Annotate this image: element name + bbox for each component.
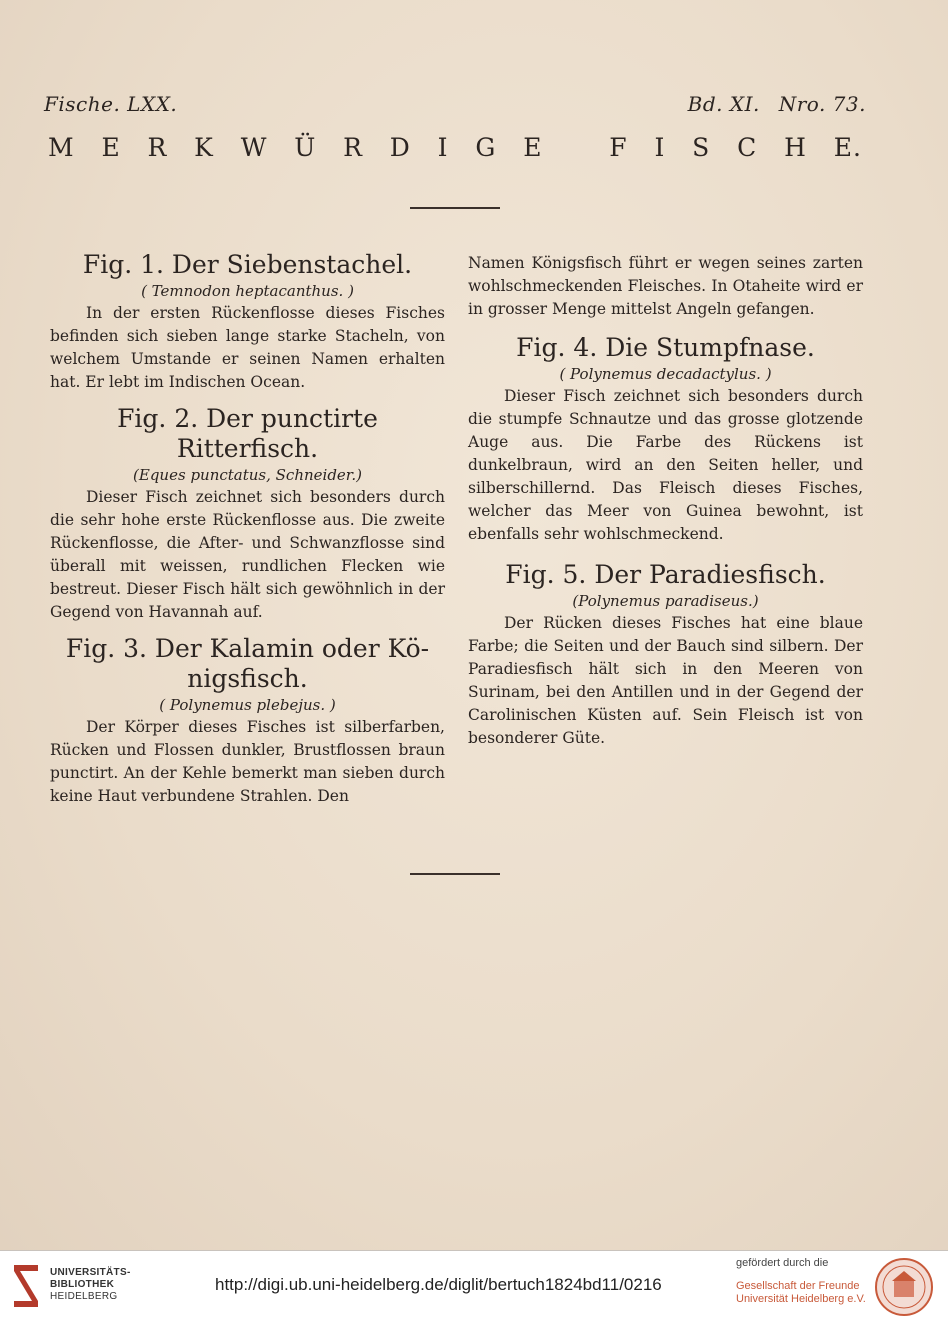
title-letter: G <box>475 133 497 162</box>
fig4-latin-name: ( Polynemus decadactylus. ) <box>559 365 772 383</box>
digitization-footer <box>0 1250 948 1321</box>
title-letter: E. <box>833 133 862 162</box>
fig1-text: In der ersten Rückenflosse dieses Fisches befinden sich sieben lange starke Stacheln, von welchem Umstande er seinen Namen erhalten hat. Er lebt im Indischen Ocean. <box>50 304 445 391</box>
fig5-text: Der Rücken dieses Fisches hat eine blaue Farbe; die Seiten und der Bauch sind silbern. Der Paradiesfisch hält sich in den Meeren von Surinam, bei den Antillen und in der Gegend der Carolinischen Küsten auf. Sein Fleisch ist von besonderer Güte. <box>468 614 863 747</box>
sponsor-name-line: Gesellschaft der Freunde <box>736 1280 860 1292</box>
fig3-heading-line2: nigsfisch. <box>187 664 308 693</box>
society-seal-icon <box>874 1257 934 1317</box>
fig4-heading: Fig. 4. Die Stumpfnase. <box>516 333 815 362</box>
header-volume: Bd. XI. <box>687 92 760 116</box>
title-letter: Ü <box>294 133 317 162</box>
title-rule <box>410 207 500 209</box>
fig4-text: Dieser Fisch zeichnet sich besonders durch die stumpfe Schnautze und das grosse glotzende Auge aus. Die Farbe des Rückens ist dunkelbraun, wird an den Seiten heller, und silberschillernd. Das Fleisch dieses Fisches, welcher das Meer von Guinea bewohnt, ist ebenfalls sehr wohlschmeckend. <box>468 387 863 543</box>
fig1-latin-name: ( Temnodon heptacanthus. ) <box>141 282 354 300</box>
fig1-heading: Fig. 1. Der Siebenstachel. <box>82 250 413 279</box>
title-letter: C <box>737 133 758 162</box>
title-letter: F <box>609 133 628 162</box>
fig5-heading: Fig. 5. Der Paradiesfisch. <box>505 560 826 589</box>
university-library-logo-icon <box>10 1261 42 1311</box>
title-letter: E <box>101 133 121 162</box>
running-header <box>44 92 866 116</box>
fig2-heading: Fig. 2. Der punctirte Ritterfisch. <box>117 404 378 463</box>
title-letter: S <box>692 133 711 162</box>
title-letter: D <box>389 133 411 162</box>
end-rule <box>410 873 500 875</box>
library-name-line: HEIDELBERG <box>50 1291 118 1302</box>
title-letter: H <box>784 133 807 162</box>
page-title <box>48 133 862 162</box>
left-column <box>50 250 445 808</box>
sponsor-intro: gefördert durch die <box>736 1257 829 1269</box>
permalink[interactable]: http://digi.ub.uni-heidelberg.de/diglit/bertuch1824bd11/0216 <box>215 1275 662 1294</box>
title-letter: E <box>523 133 543 162</box>
title-letter: K <box>194 133 214 162</box>
right-column <box>468 252 863 750</box>
title-letter: R <box>343 133 363 162</box>
title-letter: R <box>147 133 168 162</box>
title-letter: M <box>48 133 75 162</box>
sponsor-name-line: Universität Heidelberg e.V. <box>736 1293 866 1305</box>
title-letter: I <box>654 133 666 162</box>
fig3-heading-line1: Fig. 3. Der Kalamin oder Kö- <box>65 634 430 663</box>
library-name <box>50 1267 131 1303</box>
fig3-continuation: Namen Königsfisch führt er wegen seines zarten wohlschmeckenden Fleisches. In Otaheite wird er in grosser Menge mittelst Angeln gefangen. <box>468 254 863 318</box>
library-name-line: BIBLIOTHEK <box>50 1279 115 1290</box>
header-left: Fische. LXX. <box>44 92 178 116</box>
title-letter: W <box>240 133 268 162</box>
header-right <box>676 92 866 116</box>
fig2-latin-name: (Eques punctatus, Schneider.) <box>133 466 362 484</box>
header-number: Nro. 73. <box>778 92 866 116</box>
fig2-text: Dieser Fisch zeichnet sich besonders durch die sehr hohe erste Rückenflosse aus. Die zweite Rückenflosse, die After- und Schwanzflosse sind überall mit weissen, rundlichen Flecken wie bestreut. Dieser Fisch hält sich gewöhnlich in der Gegend von Havannah auf. <box>50 488 445 621</box>
title-letter: I <box>437 133 449 162</box>
fig3-latin-name: ( Polynemus plebejus. ) <box>159 696 336 714</box>
library-name-line: UNIVERSITÄTS- <box>50 1267 131 1278</box>
fig5-latin-name: (Polynemus paradiseus.) <box>572 592 759 610</box>
sponsor-info <box>736 1257 866 1306</box>
fig3-text: Der Körper dieses Fisches ist silberfarben, Rücken und Flossen dunkler, Brustflossen braun punctirt. An der Kehle bemerkt man sieben durch keine Haut verbundene Strahlen. Den <box>50 718 445 805</box>
